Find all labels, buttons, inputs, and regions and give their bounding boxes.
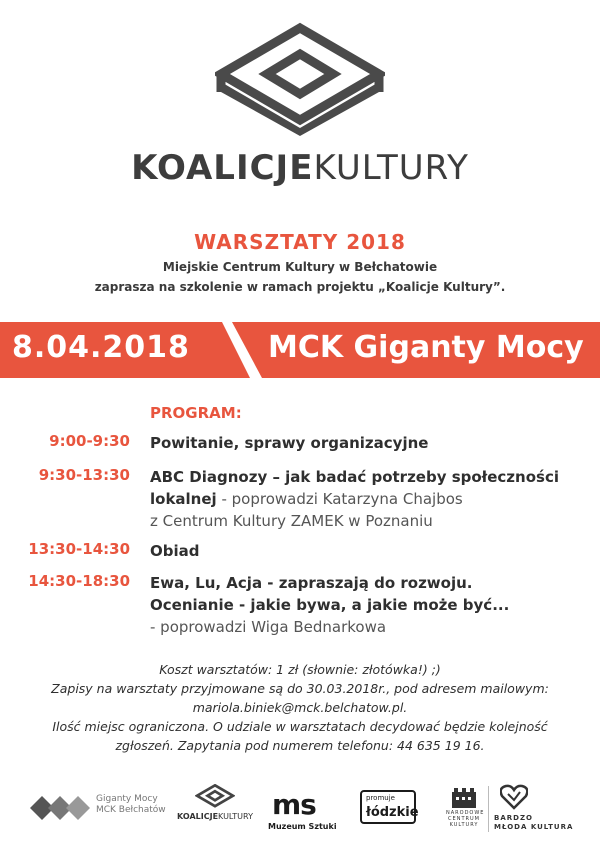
notes-phone: zgłoszeń. Zapytania pod numerem telefonu: 44 635 19 16.: [115, 738, 485, 753]
program-presenter: - poprowadzi Wiga Bednarkowa: [150, 618, 387, 636]
lodz-main-text: łódzkie: [366, 805, 419, 820]
program-label: PROGRAM:: [150, 404, 242, 422]
brand-wordmark: [0, 148, 600, 188]
program-time: 9:00-9:30: [49, 432, 130, 450]
giganty-mocy-line-1: Giganty Mocy: [96, 794, 158, 804]
date-place-banner: [0, 322, 600, 378]
bardzo-mloda-kultura-heart-icon: [500, 784, 528, 810]
notes-cost: Koszt warsztatów: 1 zł (słownie: złotówka!) ;): [159, 662, 441, 677]
program-desc: [150, 572, 590, 638]
brand-light: KULTURY: [313, 148, 469, 188]
event-place: MCK Giganty Mocy: [268, 330, 584, 365]
header: [0, 0, 600, 200]
koalicje-kultury-footer-text: [175, 812, 255, 821]
footer-divider: [488, 786, 489, 832]
program-time: 14:30-18:30: [28, 572, 130, 590]
notes-signup: Zapisy na warsztaty przyjmowane są do 30.03.2018r., pod adresem mailowym:: [51, 681, 549, 696]
program-time: 9:30-13:30: [38, 466, 130, 484]
nck-text: NARODOWE CENTRUM KULTURY: [446, 810, 485, 828]
bmk-line-1: BARDZO: [494, 814, 533, 822]
program-title: Powitanie, sprawy organizacyjne: [150, 434, 429, 452]
notes-email: mariola.biniek@mck.belchatow.pl.: [192, 700, 408, 715]
program-desc: [150, 432, 590, 454]
promuje-lodzkie-logo-icon: [360, 790, 419, 824]
giganty-mocy-text: [96, 794, 166, 816]
intro-line-1: Miejskie Centrum Kultury w Bełchatowie: [162, 260, 438, 274]
giganty-mocy-line-2: MCK Bełchatów: [96, 805, 166, 815]
event-date: 8.04.2018: [12, 330, 190, 365]
notes: [0, 660, 600, 755]
nck-crown-logo-icon: [452, 788, 476, 808]
program-desc: [150, 540, 590, 562]
koalicje-kultury-logo-icon: [195, 784, 235, 810]
program-title-line-2: Ocenianie - jakie bywa, a jakie może być...: [150, 596, 510, 614]
program-title-line-2: lokalnej: [150, 490, 217, 508]
program-time: 13:30-14:30: [28, 540, 130, 558]
bardzo-mloda-kultura-text: [494, 814, 573, 832]
program-title-line-1: ABC Diagnozy – jak badać potrzeby społeczności: [150, 468, 559, 486]
kk-footer-bold: KOALICJE: [177, 812, 219, 821]
koalicje-kultury-logo-icon: [215, 22, 385, 137]
footer-logos: [0, 780, 600, 840]
event-title: WARSZTATY 2018: [194, 230, 406, 254]
kk-footer-light: KULTURY: [218, 812, 253, 821]
program-presenter-org: z Centrum Kultury ZAMEK w Poznaniu: [150, 512, 433, 530]
intro-line-2: zaprasza na szkolenie w ramach projektu „Koalicje Kultury”.: [94, 280, 506, 294]
bmk-line-2: MŁODA KULTURA: [494, 823, 574, 831]
lodz-top-text: promuje: [366, 794, 395, 802]
program-desc: [150, 466, 590, 532]
brand-bold: KOALICJE: [131, 148, 314, 188]
program-presenter: - poprowadzi Katarzyna Chajbos: [216, 490, 463, 508]
muzeum-sztuki-caption: Muzeum Sztuki: [268, 822, 337, 831]
giganty-mocy-logo-icon: [30, 790, 92, 826]
muzeum-sztuki-logo-icon: ms: [272, 788, 316, 821]
program-title-line-1: Ewa, Lu, Acja - zapraszają do rozwoju.: [150, 574, 473, 592]
program-title: Obiad: [150, 542, 200, 560]
notes-limit: Ilość miejsc ograniczona. O udziale w warsztatach decydować będzie kolejność: [52, 719, 548, 734]
